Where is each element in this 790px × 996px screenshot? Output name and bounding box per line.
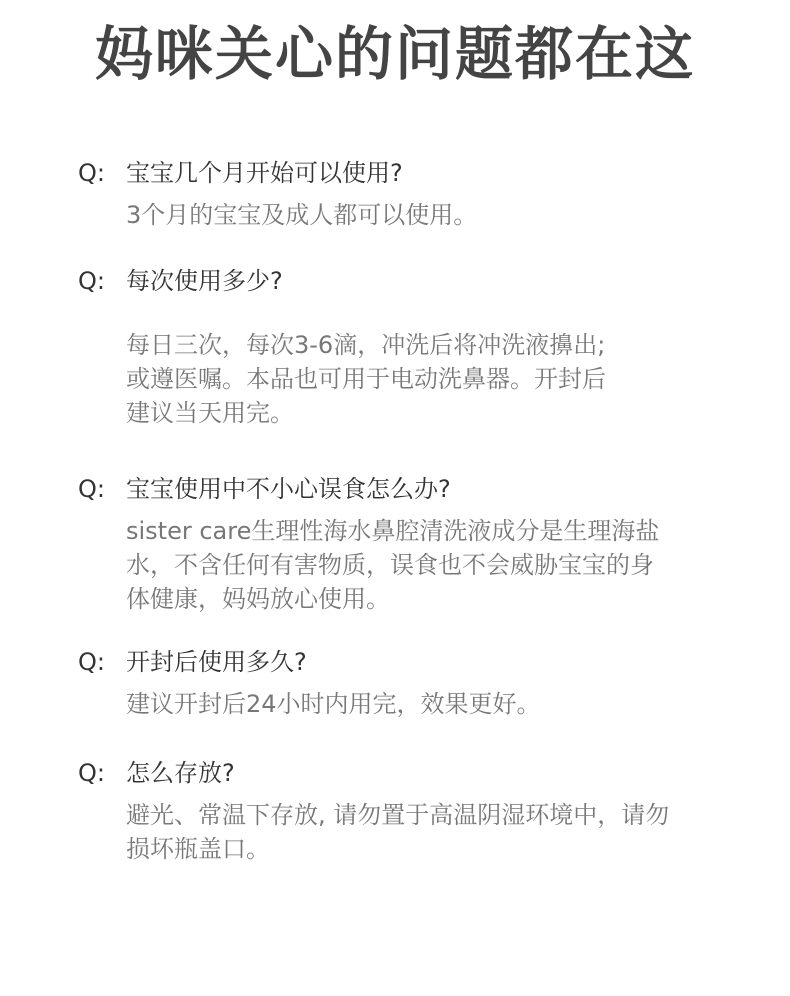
q-prefix: Q: [78,475,105,503]
faq-item-1 [78,156,728,232]
q-prefix: Q: [78,759,105,787]
answer-text: 避光、常温下存放, 请勿置于高温阴湿环境中，请勿 损坏瓶盖口。 [126,801,670,863]
question-text: 宝宝使用中不小心误食怎么办? [126,475,451,503]
answer-text: sister care生理性海水鼻腔清洗液成分是生理海盐 水，不含任何有害物质，误食也不会威胁宝宝的身 体健康，妈妈放心使用。 [126,517,660,613]
faq-item-4 [78,645,728,721]
question-row [78,756,728,790]
question-row [78,156,728,190]
faq-item-5 [78,756,728,866]
faq-item-2 [78,264,728,430]
question-text: 每次使用多少? [126,267,283,295]
question-row [78,645,728,679]
page-title: 妈咪关心的问题都在这 [94,20,695,88]
q-prefix: Q: [78,159,105,187]
answer-text: 每日三次，每次3-6滴，冲洗后将冲洗液擤出; 或遵医嘱。本品也可用于电动洗鼻器。开封后 建议当天用完。 [126,331,606,427]
question-row [78,264,728,298]
answer-text: 建议开封后24小时内用完，效果更好。 [126,690,541,718]
faq-item-3 [78,472,728,616]
answer-text: 3个月的宝宝及成人都可以使用。 [126,201,478,229]
question-text: 开封后使用多久? [126,648,307,676]
q-prefix: Q: [78,648,105,676]
question-text: 怎么存放? [126,759,235,787]
q-prefix: Q: [78,267,105,295]
question-text: 宝宝几个月开始可以使用? [126,159,403,187]
question-row [78,472,728,506]
